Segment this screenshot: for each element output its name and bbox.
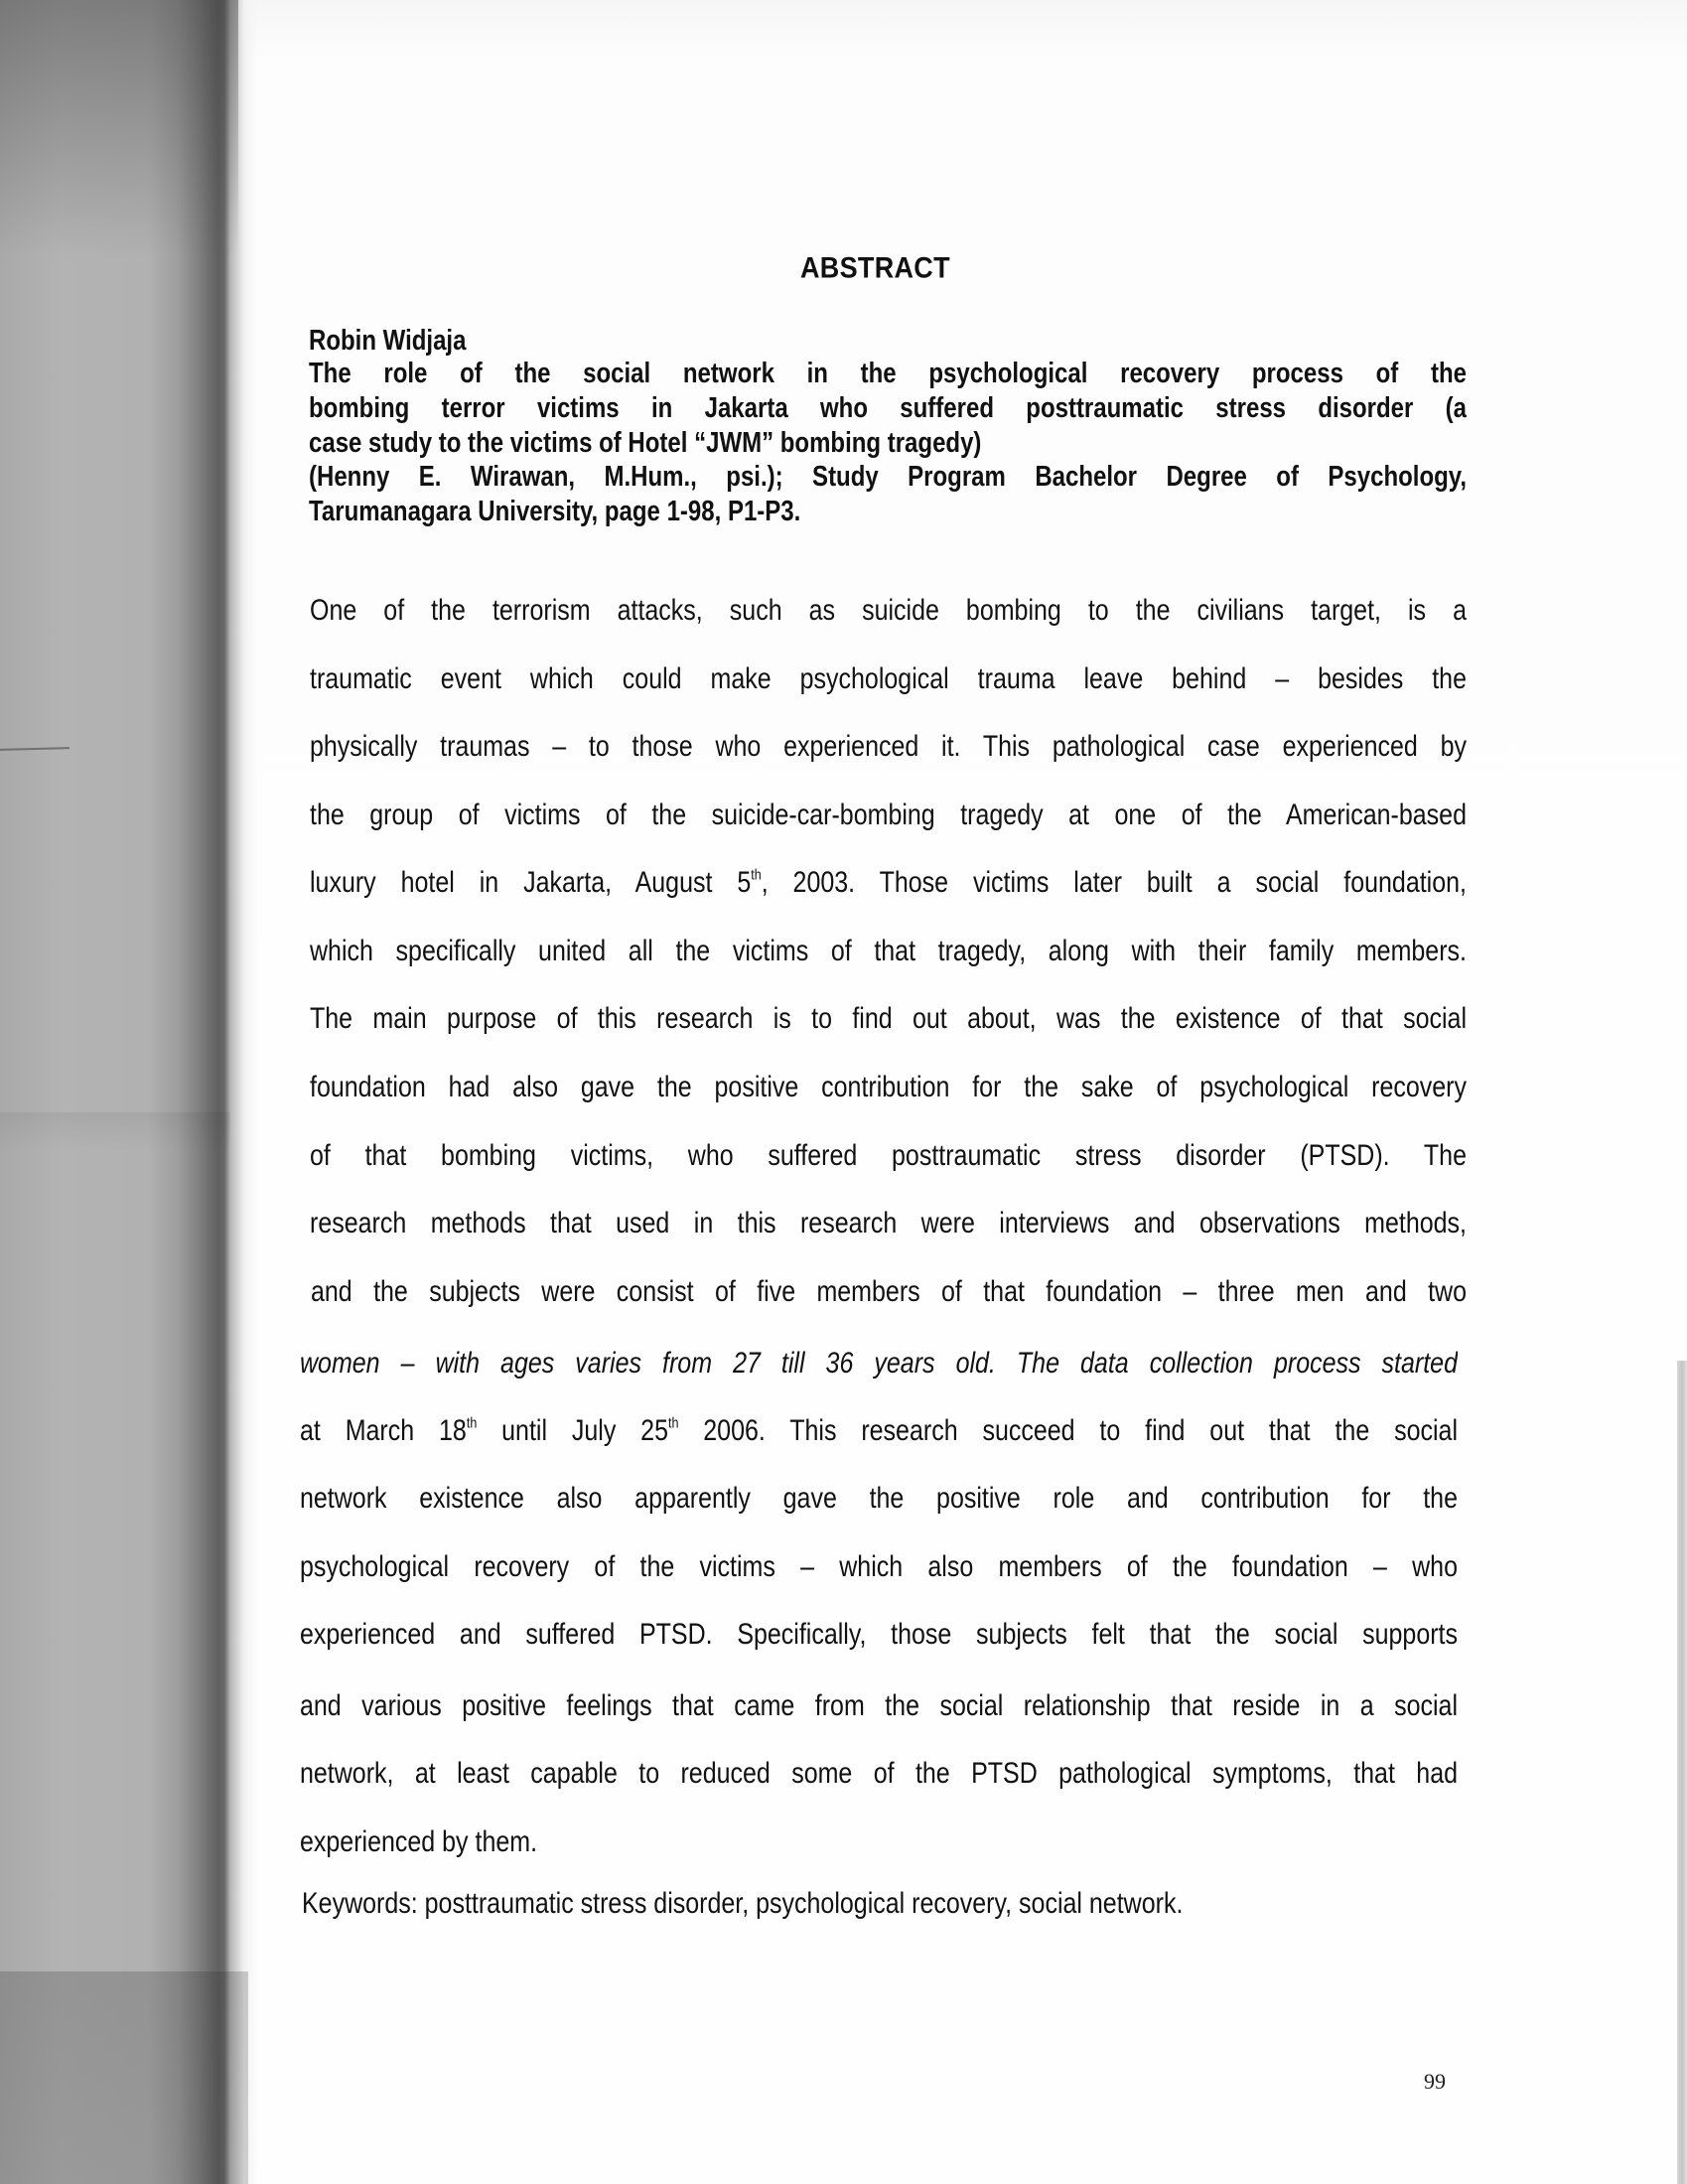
text-segment: until July 25 [477, 1416, 668, 1448]
page-number: 99 [1424, 2069, 1446, 2094]
supervisor-program-line: (Henny E. Wirawan, M.Hum., psi.); Study Program Bachelor Degree of Psychology, [309, 463, 1467, 493]
text-segment: 2006. This research succeed to find out that the social [678, 1416, 1458, 1448]
thesis-title-line: bombing terror victims in Jakarta who suffered posttraumatic stress disorder (a [309, 394, 1467, 424]
binding-shadow-mid [0, 1112, 230, 1152]
body-line: of that bombing victims, who suffered posttraumatic stress disorder (PTSD). The [310, 1141, 1467, 1173]
text-segment: , 2003. Those victims later built a social foundation, [761, 868, 1467, 900]
superscript: th [751, 868, 762, 884]
body-line: experienced and suffered PTSD. Specifically, those subjects felt that the social supports [300, 1620, 1458, 1652]
thesis-title-line: The role of the social network in the psychological recovery process of the [309, 360, 1467, 389]
body-line: experienced by them. [300, 1825, 538, 1859]
author-name: Robin Widjaja [309, 324, 467, 358]
body-line: women – with ages varies from 27 till 36 years old. The data collection process started [300, 1349, 1458, 1381]
text-segment: luxury hotel in Jakarta, August 5 [310, 868, 752, 900]
body-line: The main purpose of this research is to find out about, was the existence of that social [310, 1004, 1467, 1036]
superscript: th [466, 1416, 478, 1432]
body-line: One of the terrorism attacks, such as suicide bombing to the civilians target, is a [310, 596, 1467, 628]
binding-shadow [0, 0, 258, 2184]
body-line: foundation had also gave the positive contribution for the sake of psychological recovery [310, 1073, 1467, 1104]
body-line: network, at least capable to reduced some of the PTSD pathological symptoms, that had [300, 1759, 1458, 1791]
body-line: and the subjects were consist of five members of that foundation – three men and two [311, 1277, 1467, 1309]
body-line: physically traumas – to those who experienced it. This pathological case experienced by [310, 732, 1467, 764]
body-line: and various positive feelings that came from the social relationship that reside in a social [300, 1691, 1458, 1723]
body-line: traumatic event which could make psychological trauma leave behind – besides the [310, 664, 1467, 696]
keywords: Keywords: posttraumatic stress disorder, psychological recovery, social network. [302, 1887, 1184, 1921]
page-edge [1677, 1361, 1687, 2184]
body-line [310, 869, 1467, 904]
university-pages-line: Tarumanagara University, page 1-98, P1-P3. [309, 495, 801, 528]
text-segment: at March 18 [300, 1416, 467, 1448]
binding-shadow-top [0, 0, 238, 258]
body-line: the group of victims of the suicide-car-bombing tragedy at one of the American-based [310, 801, 1467, 832]
body-line [300, 1417, 1458, 1452]
binding-shadow-bottom [0, 1971, 248, 2184]
body-line: psychological recovery of the victims – which also members of the foundation – who [300, 1552, 1458, 1584]
superscript: th [667, 1416, 679, 1432]
body-line: research methods that used in this research were interviews and observations methods, [310, 1209, 1467, 1240]
body-line: which specifically united all the victims of that tragedy, along with their family members. [310, 937, 1467, 968]
abstract-heading: ABSTRACT [800, 251, 950, 285]
body-line: network existence also apparently gave the positive role and contribution for the [300, 1484, 1458, 1516]
thesis-title-line: case study to the victims of Hotel “JWM” bombing tragedy) [309, 426, 982, 460]
